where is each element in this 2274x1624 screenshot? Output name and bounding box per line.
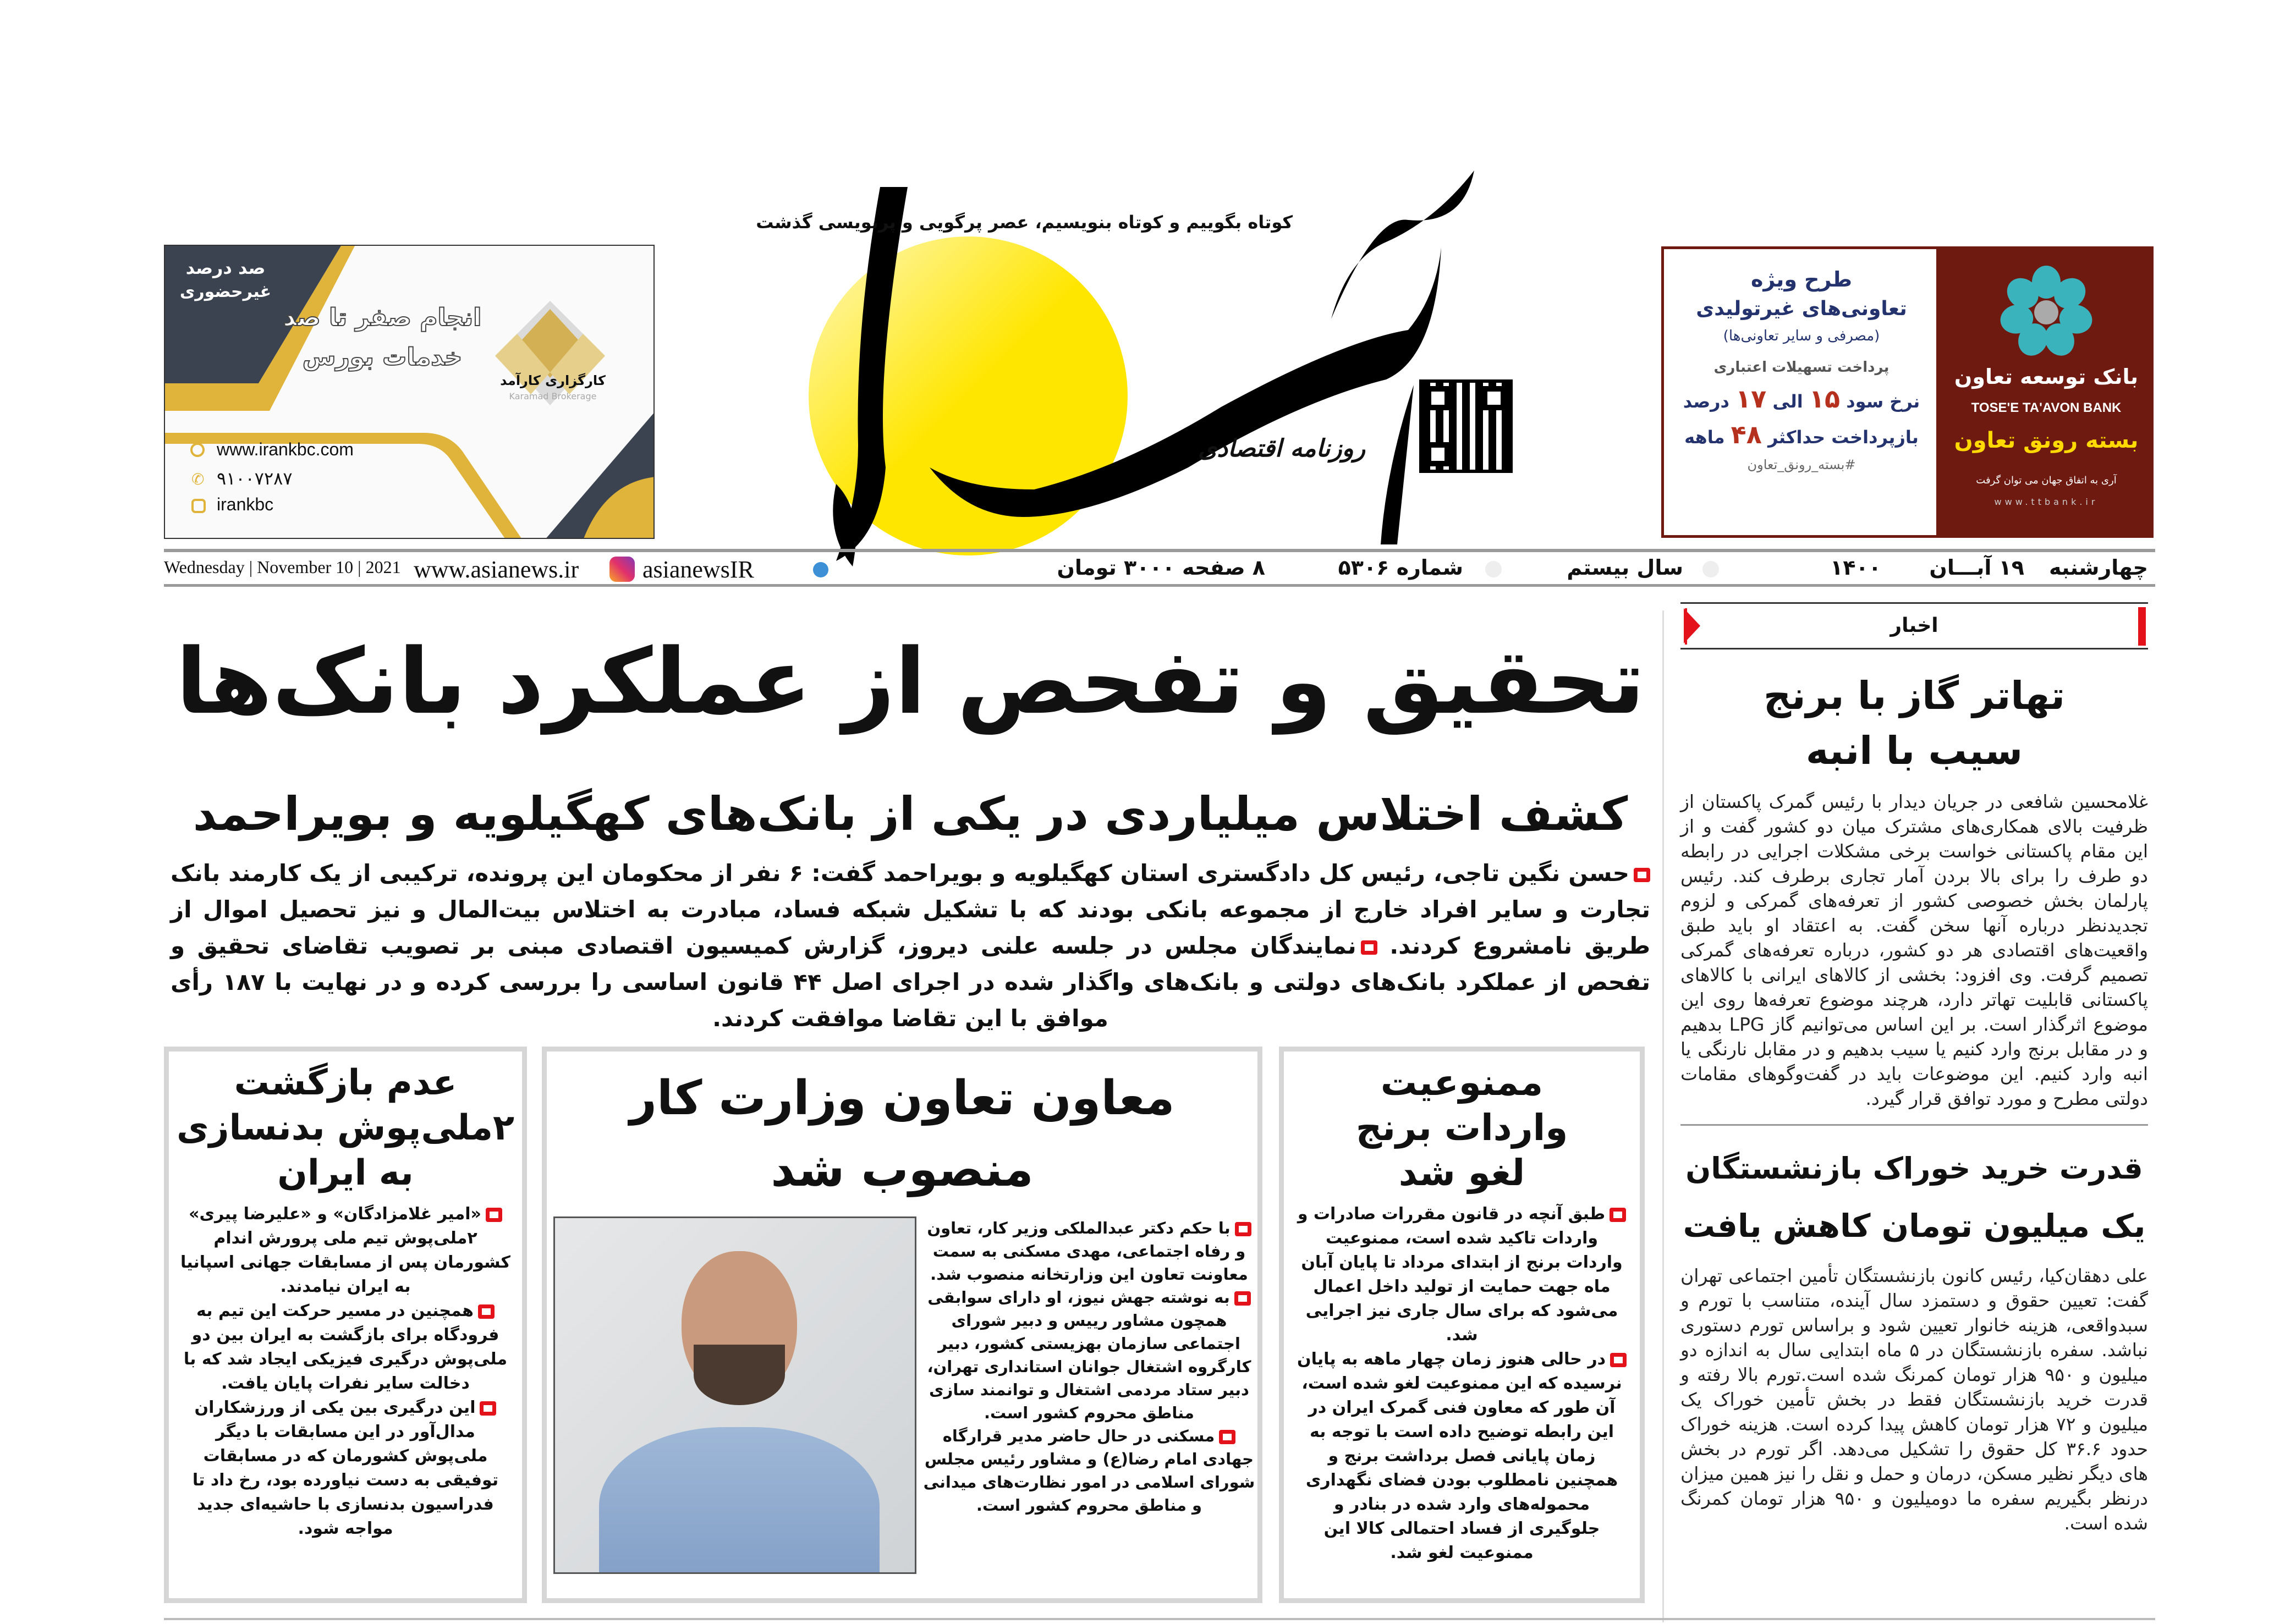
- ad-hashtag: #بسته_رونق_تعاون: [1747, 457, 1856, 472]
- bullet-icon: [478, 1304, 495, 1319]
- rate-from: ۱۵: [1809, 384, 1841, 414]
- bank-name-fa: بانک توسعه تعاون: [1954, 365, 2139, 389]
- ad-tosee-taavon-bank[interactable]: [1661, 246, 2154, 538]
- ad-subtitle: تعاونی‌های غیرتولیدی: [1696, 298, 1907, 320]
- rice-item: در حالی هنوز زمان چهار ماهه به پایان نرسیده که این ممنوعیت لغو شده است، آن طور که معاون فنی گمرک ایران در این رابطه توضیح داده است با توجه به زمان پایانی فصل برداشت برنج و همچنین نامطلوب بودن فضای نگهداری محموله‌های وارد شده در بنادر و جلوگیری از فساد احتمالی کالا این ممنوعیت لغو شد.: [1296, 1347, 1628, 1565]
- ad-service: پرداخت تسهیلات اعتباری: [1713, 359, 1889, 376]
- instagram-handle[interactable]: asianewsIR: [642, 556, 754, 583]
- bullet-icon: [1235, 1222, 1251, 1236]
- verified-icon: [813, 562, 828, 577]
- masthead-subtitle: روزنامه اقتصادی: [1198, 434, 1365, 463]
- qr-code[interactable]: [1419, 379, 1513, 473]
- photo-shirt: [599, 1427, 880, 1574]
- separator-dot: [1702, 561, 1719, 577]
- brand-name-en: Karamad Brokerage: [509, 391, 597, 401]
- bank-slogan: بسته رونق تعاون: [1954, 428, 2139, 453]
- ad-title: طرح ویژه: [1750, 267, 1852, 291]
- issue-number: شماره ۵۳۰۶: [1338, 555, 1463, 580]
- ad-headline-line2: خدمات بورس: [302, 343, 463, 371]
- ad-headline: [270, 298, 495, 377]
- bullet-icon: [1234, 1291, 1251, 1306]
- top-rule: [164, 549, 2155, 552]
- globe-icon: [190, 443, 205, 457]
- ad-offer: [1667, 265, 1936, 476]
- rice-headline-3: لغو شد: [1398, 1152, 1525, 1194]
- story-box-rice[interactable]: [1279, 1047, 1645, 1603]
- bullet-icon: [1634, 868, 1650, 882]
- price: ۸ صفحه ۳۰۰۰ تومان: [1057, 555, 1265, 580]
- phone-icon: ✆: [191, 470, 205, 488]
- ad-bank-panel: [1936, 246, 2154, 538]
- website-link[interactable]: www.asianews.ir: [414, 556, 579, 583]
- bank-flower-logo-icon: [2000, 266, 2093, 359]
- bank-website: www.ttbank.ir: [1994, 497, 2099, 507]
- day-month: ۱۹ آبـــان: [1929, 555, 2024, 580]
- bank-motto: آری به اتفاق جهان می توان گرفت: [1976, 475, 2117, 486]
- deputy-item: مسکنی در حال حاضر مدیر قرارگاه جهادی امام رضا(ع) و مشاور رئیس مجلس شورای اسلامی در امور نظارت‌های میدانی و مناطق محروم کشور است.: [923, 1427, 1255, 1515]
- date-english: Wednesday | November 10 | 2021: [164, 557, 401, 577]
- rate-suffix: درصد: [1683, 391, 1729, 412]
- rice-item: طبق آنچه در قانون مقررات صادرات و واردات تاکید شده است، ممنوعیت واردات برنج از ابتدای مرداد تا پایان آبان ماه جهت حمایت از تولید داخل اعمال می‌شود که برای سال جاری نیز اجرایی شد.: [1296, 1202, 1628, 1347]
- bullet-icon: [1361, 940, 1377, 955]
- news-column: [1680, 602, 2148, 1535]
- ad-repay: [1667, 418, 1936, 454]
- instagram-icon[interactable]: [609, 557, 635, 582]
- athletes-headline-3: به ایران: [277, 1153, 414, 1193]
- athletes-headline-1: عدم بازگشت: [234, 1063, 457, 1103]
- rate-mid: الی: [1772, 391, 1803, 412]
- rate-prefix: نرخ سود: [1846, 391, 1920, 412]
- year-label: سال بیستم: [1567, 555, 1683, 580]
- ad-headline-line1: انجام صفر تا صد: [283, 304, 482, 332]
- section-title: اخبار: [1890, 614, 1938, 637]
- badge-line1: صد درصد: [185, 257, 266, 278]
- ad-website: www.irankbc.com: [217, 439, 354, 459]
- repay-prefix: بازپرداخت حداکثر: [1767, 427, 1919, 448]
- bullet-icon: [1610, 1208, 1626, 1222]
- ad-phone: ۹۱۰۰۷۲۸۷: [217, 468, 293, 489]
- story1-title-2[interactable]: سیب با انبه: [1805, 728, 2023, 773]
- story2-title-2[interactable]: یک میلیون تومان کاهش یافت: [1683, 1207, 2146, 1245]
- instagram-icon: [191, 499, 206, 513]
- brand-name-fa: کارگزاری کارآمد: [500, 373, 606, 388]
- ad-note: (مصرفی و سایر تعاونی‌ها): [1723, 328, 1880, 344]
- masthead-tagline: کوتاه بگوییم و کوتاه بنویسیم، عصر پرگویی و پرنویسی گذشت: [756, 212, 1293, 233]
- story-boxes-row: [164, 1047, 1645, 1603]
- bullet-icon: [1610, 1353, 1627, 1367]
- story-box-deputy[interactable]: [542, 1047, 1262, 1603]
- section-header-bar: [1680, 602, 2148, 649]
- athletes-body: [169, 1196, 522, 1541]
- lead-headline[interactable]: تحقیق و تفحص از عملکرد بانک‌ها: [175, 629, 1645, 734]
- photo-mehdi-maskani: [553, 1216, 916, 1574]
- deputy-body: [922, 1216, 1256, 1517]
- ad-rate: [1667, 382, 1936, 418]
- lead-subheadline: کشف اختلاس میلیاردی در یکی از بانک‌های کهگیلویه و بویراحمد: [193, 787, 1628, 841]
- story-box-athletes[interactable]: [164, 1047, 527, 1603]
- rice-headline-2: واردات برنج: [1355, 1106, 1568, 1149]
- lead-body: [171, 855, 1650, 1037]
- brand: [481, 371, 624, 403]
- weekday: چهارشنبه: [2048, 555, 2148, 580]
- bullet-icon: [1219, 1430, 1235, 1444]
- separator-dot: [1485, 561, 1502, 577]
- section-marker-left: [1685, 608, 1687, 645]
- badge-line2: غیرحضوری: [179, 282, 272, 301]
- section-marker-right: [2138, 607, 2146, 646]
- photo-beard: [694, 1345, 785, 1405]
- lead-para1: حسن نگین تاجی، رئیس کل دادگستری استان کهگیلویه و بویراحمد گفت: ۶ نفر از محکومان این پرونده، ترکیبی از یک کارمند بانک تجارت و سایر افراد خارج از مجموعه بانکی بودند که با تشکیل شبکه فساد، مبادرت به اختلاس بیت‌المال و نیز تحصیل اموال از طریق نامشروع کردند.: [171, 860, 1651, 959]
- athletes-headline-2: ۲ملی‌پوش بدنسازی: [177, 1108, 514, 1148]
- badge: [171, 256, 281, 304]
- infobar-bottom-rule: [164, 584, 2155, 587]
- bullet-icon: [486, 1208, 502, 1222]
- column-divider: [1662, 610, 1664, 1622]
- year-persian: ۱۴۰۰: [1830, 555, 1881, 580]
- rice-body: [1284, 1196, 1640, 1565]
- rate-to: ۱۷: [1735, 384, 1767, 414]
- bullet-icon: [480, 1401, 496, 1416]
- story1-body: غلامحسین شافعی در جریان دیدار با رئیس گمرک پاکستان از ظرفیت بالای همکاری‌های مشترک میان دو کشور گفت و از این مقام پاکستانی خواست برخی مشکلات اجرایی در رابطه دو طرف را برای بالا بردن آمار تجاری برطرف کند. رئیس پارلمان بخش خصوصی کشور از تعرفه‌های گمرکی و لزوم تجدیدنظر درباره آنها سخن گفت. به اعتقاد او باید طبق واقعیت‌های اقتصادی هر دو کشور، درباره تعرفه‌های گمرکی تصمیم گرفت. وی افزود: بخشی از کالاهای ایرانی با کالاهای پاکستانی قابلیت تهاتر دارد، هرچند موضوع تعرفه‌ها روی این موضوع اثرگذار است. بر این اساس می‌توانیم گاز LPG بدهیم و در مقابل برنج وارد کنیم یا سیب بدهیم و در مقابل نارنگی یا انبه وارد کنیم. این موضوعات باید در گفت‌وگوهای مقامات دولتی مطرح و مورد توافق قرار گیرد.: [1680, 791, 2148, 1109]
- deputy-item: با حکم دکتر عبدالملکی وزیر کار، تعاون و رفاه اجتماعی، مهدی مسکنی به سمت معاونت تعاون این وزارتخانه منصوب شد.: [922, 1216, 1256, 1286]
- athletes-item: این درگیری بین یکی از ورزشکاران مدال‌آور در این مسابقات با دیگر ملی‌پوش کشورمان که در مسابقات توفیقی به دست نیاورده بود، رخ داد تا فدراسیون بدنسازی با حاشیه‌ای جدید مواجه شود.: [192, 1398, 499, 1538]
- bottom-rule: [164, 1618, 2155, 1620]
- story1-title-1[interactable]: تهاتر گاز با برنج: [1763, 673, 2066, 718]
- bank-name-en: TOSE'E TA'AVON BANK: [1971, 400, 2122, 415]
- ad-instagram: irankbc: [217, 494, 274, 514]
- story2-body: علی دهقان‌کیا، رئیس کانون بازنشستگان تأمین اجتماعی تهران گفت: تعیین حقوق و دستمزد سال آینده، متناسب با تورم و سبدواقعی، هزینه خانوار تعیین شود و براساس تورم دستوری نباشد. سفره بازنشستگان در ۵ ماه ابتدایی سال به اندازه دو میلیون و ۹۵۰ هزار تومان کمرنگ شده است.تورم بالا رفته و قدرت خرید بازنشستگان فقط در بخش تأمین خوراک یک میلیون و ۷۲ هزار تومان کاهش پیدا کرده است. هزینه خوراک حدود ۳۶.۶ کل حقوق را تشکیل می‌دهد. اگر تورم در بخش های دیگر نظیر مسکن، درمان و حمل و نقل را نیز همین میزان درنظر بگیریم سفره ما دومیلیون و ۹۵۰ هزار تومان کمرنگ شده است.: [1680, 1265, 2149, 1534]
- deputy-headline-2: منصوب شد: [771, 1142, 1034, 1197]
- athletes-item: «امیر غلامزادگان» و «علیرضا پیری» ۲ملی‌پوش تیم ملی پرورش اندام کشورمان پس از مسابقات جهانی اسپانیا به ایران نیامدند.: [180, 1204, 510, 1296]
- deputy-headline-1: معاون تعاون وزارت کار: [629, 1071, 1175, 1126]
- lead-para2: نمایندگان مجلس در جلسه علنی دیروز، گزارش کمیسیون اقتصادی مبنی بر تصویب تقاضای تحقیق و تفحص از عملکرد بانک‌های دولتی و بانک‌های واگذار شده در اجرای اصل ۴۴ قانون اساسی را بررسی کرده و در نهایت با ۱۸۷ رأی موافق با این تقاضا موافقت کردند.: [171, 932, 1650, 1032]
- story2-title-1[interactable]: قدرت خرید خوراک بازنشستگان: [1685, 1151, 2143, 1186]
- athletes-item: همچنین در مسیر حرکت این تیم به فرودگاه برای بازگشت به ایران بین دو ملی‌پوش درگیری فیزیکی ایجاد شد که با دخالت سایر نفرات پایان یافت.: [183, 1301, 508, 1393]
- story-separator: [1680, 1124, 2148, 1126]
- rice-headline-1: ممنوعیت: [1380, 1061, 1544, 1104]
- repay-months: ۴۸: [1731, 420, 1762, 449]
- ad-karamad-brokerage[interactable]: [164, 245, 655, 539]
- deputy-item: به نوشته جهش نیوز، او دارای سوابقی همچون مشاور رییس و دبیر شورای اجتماعی سازمان بهزیستی کشور، دبیر کارگروه اشتغال جوانان استانداری تهران، دبیر ستاد مردمی اشتغال و توانمند سازی مناطق محروم کشور است.: [927, 1288, 1251, 1422]
- repay-suffix: ماهه: [1684, 427, 1725, 448]
